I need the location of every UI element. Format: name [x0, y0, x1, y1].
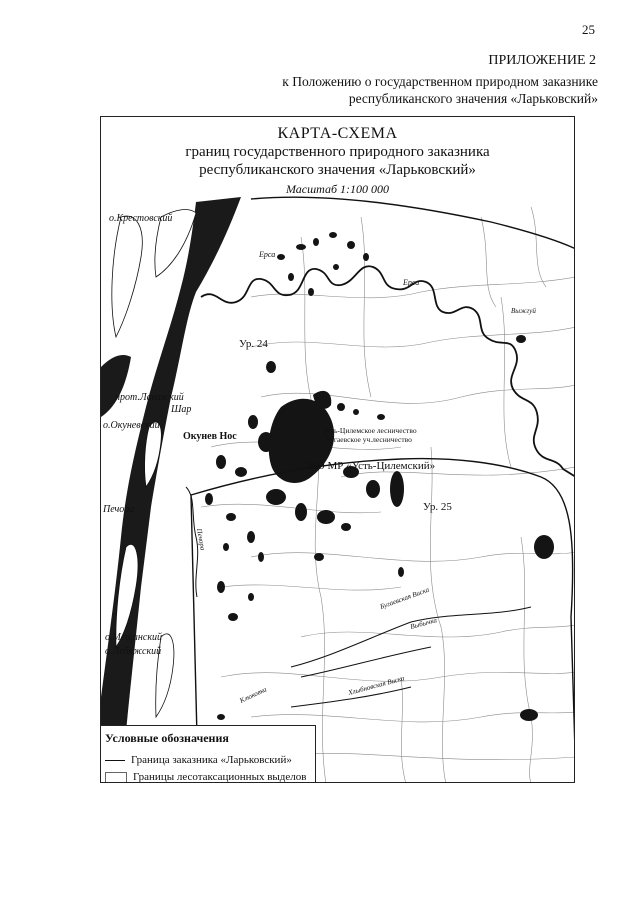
label-shar: Шар: [171, 404, 192, 415]
map-title: КАРТА-СХЕМА: [277, 125, 398, 142]
solid-line-icon: [105, 755, 125, 765]
label-mezhgorsky: о.Мещанский: [105, 632, 163, 643]
label-momr: МО МР «Усть-Цилемский»: [307, 460, 436, 472]
legend-item-label: Границы лесотаксационных выделов: [133, 771, 307, 783]
label-klyukovka: Клюковка: [238, 685, 268, 705]
map-subtitle-2: республиканского значения «Ларьковский»: [199, 162, 476, 178]
label-prot-lavazsky: прот.Лавазский: [115, 392, 184, 403]
legend-item-label: Граница заказника «Ларьковский»: [131, 754, 292, 766]
label-forestry-2: Бугаевское уч.лесничество: [326, 435, 412, 444]
label-forestry-1: Усть-Цилемское лесничество: [323, 426, 417, 435]
label-vybychka: Выбычка: [409, 616, 438, 631]
lakes: [205, 232, 554, 721]
map-labels: [102, 213, 536, 705]
label-okunevsky: о.Окуневский: [103, 420, 160, 431]
legend-item-reserve-boundary: [105, 753, 292, 767]
label-lebyazhsky: о.Лебяжский: [105, 646, 162, 657]
label-ur25: Ур. 25: [423, 501, 452, 513]
map-heading: [101, 117, 574, 199]
label-ersa-1: Ерса: [259, 250, 276, 259]
appendix-line-2: республиканского значения «Ларьковский»: [348, 91, 598, 106]
map-frame: [100, 116, 575, 783]
label-vyzhgui: Выжгуй: [511, 307, 536, 315]
map-subtitle-1: границ государственного природного заказника: [185, 144, 490, 160]
map-scale: Масштаб 1:100 000: [285, 182, 390, 196]
ersa-river: [201, 266, 575, 477]
appendix-line-1: к Положению о государственном природном заказнике: [282, 74, 598, 89]
page-number: 25: [582, 22, 595, 37]
legend-title: Условные обозначения: [105, 731, 229, 745]
label-pechora-small: Печора: [195, 527, 207, 551]
label-pechora: Печора: [103, 504, 135, 515]
appendix-title: ПРИЛОЖЕНИЕ 2: [488, 53, 596, 68]
map-drawing: [101, 117, 575, 783]
outline-box-icon: [105, 772, 127, 783]
label-okunev-nos: Окунев Нос: [183, 431, 237, 442]
label-krestovsky: о.Крестовский: [109, 213, 173, 224]
label-bugaevskaya: Бугаевская Виска: [378, 585, 431, 611]
label-ur24: Ур. 24: [239, 338, 268, 350]
map-legend: [101, 725, 316, 783]
legend-item-forest-compartments: [105, 770, 306, 783]
label-ersa-2: Ерса: [403, 278, 420, 287]
label-khlybnovskaya: Хлыбновская Виска: [347, 674, 406, 697]
